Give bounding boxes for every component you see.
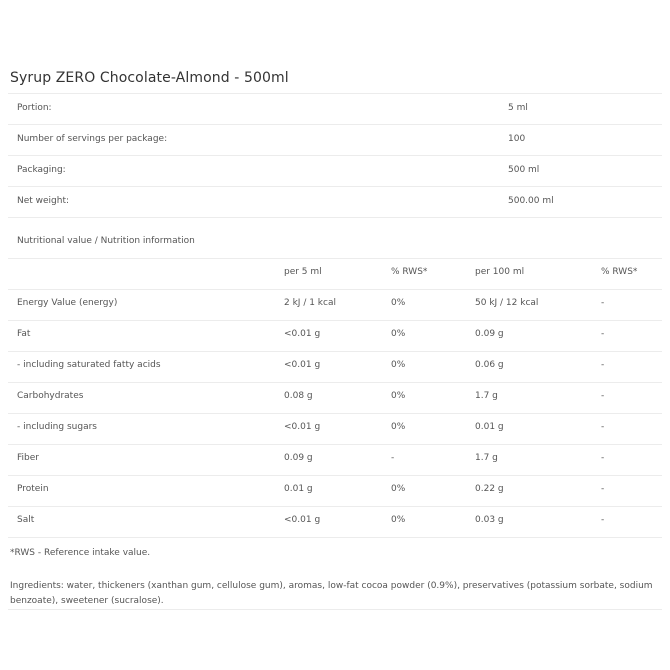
nutrient-name: Carbohydrates <box>17 391 84 401</box>
info-value: 100 <box>508 134 526 144</box>
per-portion-value: 0.08 g <box>284 391 313 401</box>
rws-100-value: - <box>601 360 605 370</box>
nutrition-heading: Nutritional value / Nutrition information <box>17 236 195 246</box>
divider <box>8 537 662 538</box>
divider <box>8 124 662 125</box>
divider <box>8 93 662 94</box>
header-per-100: per 100 ml <box>475 267 525 277</box>
per-100-value: 0.22 g <box>475 484 504 494</box>
nutrient-name: Fiber <box>17 453 39 463</box>
nutrient-name: - including sugars <box>17 422 97 432</box>
header-rws-100: % RWS* <box>601 267 638 277</box>
divider <box>8 382 662 383</box>
info-value: 500 ml <box>508 165 540 175</box>
per-100-value: 50 kJ / 12 kcal <box>475 298 539 308</box>
nutrient-name: Energy Value (energy) <box>17 298 118 308</box>
divider <box>8 258 662 259</box>
info-value: 5 ml <box>508 103 528 113</box>
info-label: Packaging: <box>17 165 66 175</box>
rws-portion-value: 0% <box>391 329 406 339</box>
per-100-value: 0.09 g <box>475 329 504 339</box>
rws-100-value: - <box>601 391 605 401</box>
rws-portion-value: 0% <box>391 484 406 494</box>
nutrient-name: - including saturated fatty acids <box>17 360 161 370</box>
info-label: Number of servings per package: <box>17 134 168 144</box>
divider <box>8 475 662 476</box>
per-100-value: 0.03 g <box>475 515 504 525</box>
header-rws-portion: % RWS* <box>391 267 428 277</box>
ingredients-text: Ingredients: water, thickeners (xanthan gum, cellulose gum), aromas, low-fat cocoa powder (0.9%), preservatives (potassium sorbate, sodium benzoate), sweetener (sucralose). <box>10 581 653 606</box>
divider <box>8 217 662 218</box>
header-per-portion: per 5 ml <box>284 267 322 277</box>
rws-portion-value: 0% <box>391 515 406 525</box>
rws-portion-value: - <box>391 453 395 463</box>
rws-portion-value: 0% <box>391 298 406 308</box>
per-portion-value: <0.01 g <box>284 360 321 370</box>
info-label: Net weight: <box>17 196 70 206</box>
nutrient-name: Salt <box>17 515 35 525</box>
product-title: Syrup ZERO Chocolate-Almond - 500ml <box>10 70 289 86</box>
rws-100-value: - <box>601 329 605 339</box>
divider <box>8 155 662 156</box>
rws-portion-value: 0% <box>391 360 406 370</box>
rws-100-value: - <box>601 453 605 463</box>
per-portion-value: <0.01 g <box>284 515 321 525</box>
per-portion-value: <0.01 g <box>284 422 321 432</box>
per-100-value: 1.7 g <box>475 391 498 401</box>
divider <box>8 609 662 610</box>
info-value: 500.00 ml <box>508 196 554 206</box>
per-portion-value: <0.01 g <box>284 329 321 339</box>
divider <box>8 186 662 187</box>
rws-footnote: *RWS - Reference intake value. <box>10 548 151 558</box>
nutrient-name: Protein <box>17 484 49 494</box>
rws-100-value: - <box>601 422 605 432</box>
divider <box>8 289 662 290</box>
nutrient-name: Fat <box>17 329 31 339</box>
per-portion-value: 2 kJ / 1 kcal <box>284 298 336 308</box>
divider <box>8 320 662 321</box>
info-label: Portion: <box>17 103 52 113</box>
divider <box>8 506 662 507</box>
divider <box>8 444 662 445</box>
rws-100-value: - <box>601 298 605 308</box>
divider <box>8 413 662 414</box>
per-100-value: 1.7 g <box>475 453 498 463</box>
per-100-value: 0.01 g <box>475 422 504 432</box>
rws-100-value: - <box>601 515 605 525</box>
per-100-value: 0.06 g <box>475 360 504 370</box>
rws-100-value: - <box>601 484 605 494</box>
per-portion-value: 0.09 g <box>284 453 313 463</box>
rws-portion-value: 0% <box>391 391 406 401</box>
divider <box>8 351 662 352</box>
rws-portion-value: 0% <box>391 422 406 432</box>
per-portion-value: 0.01 g <box>284 484 313 494</box>
